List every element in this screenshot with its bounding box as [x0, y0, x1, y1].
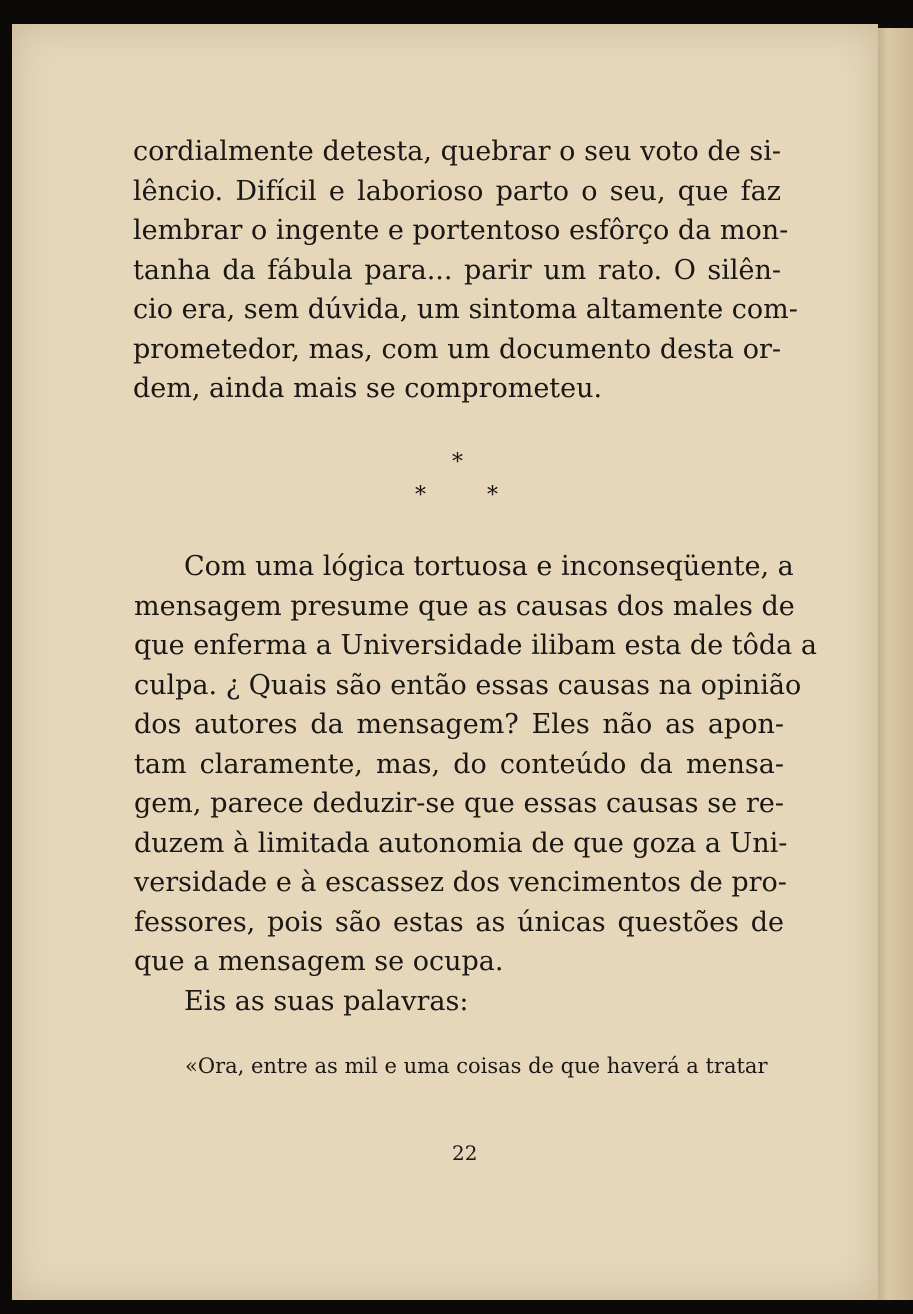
- separator-asterisk-top: *: [452, 450, 463, 475]
- paragraph-1-line: dem, ainda mais se comprometeu.: [133, 373, 603, 404]
- paragraph-1: [133, 132, 798, 409]
- paragraph-2-line: que a mensagem se ocupa.: [134, 946, 504, 977]
- paragraph-1-line: cio era, sem dúvida, um sintoma altamente com-: [133, 294, 798, 325]
- separator-asterisk-left: *: [415, 483, 426, 508]
- paragraph-2-line: duzem à limitada autonomia de que goza a Uni-: [134, 827, 788, 859]
- paragraph-2-line: Com uma lógica tortuosa e inconseqüente, a: [184, 551, 794, 582]
- paragraph-2-line: gem, parece deduzir-se que essas causas se re-: [134, 788, 784, 819]
- paragraph-2: [134, 547, 817, 1021]
- paragraph-1-line: cordialmente detesta, quebrar o seu voto de si-: [133, 136, 781, 167]
- paragraph-2-line: que enferma a Universidade ilibam esta de tôda a: [134, 630, 817, 661]
- paragraph-1-line: lêncio. Difícil e laborioso parto o seu, que faz: [133, 175, 781, 207]
- paragraph-2-line: fessores, pois são estas as únicas questões de: [134, 906, 784, 938]
- paragraph-1-line: prometedor, mas, com um documento desta or-: [133, 333, 781, 365]
- paragraph-2-line: mensagem presume que as causas dos males de: [134, 590, 795, 622]
- paragraph-1-line: tanha da fábula para... parir um rato. O silên-: [133, 254, 781, 286]
- paragraph-2-line: culpa. ¿ Quais são então essas causas na opinião: [134, 669, 802, 701]
- paragraph-1-line: lembrar o ingente e portentoso esfôrço da mon-: [133, 215, 789, 246]
- paragraph-2-line: versidade e à escassez dos vencimentos de pro-: [134, 867, 787, 898]
- paragraph-3: Eis as suas palavras:: [184, 985, 469, 1017]
- paragraph-2-line: tam claramente, mas, do conteúdo da mensa-: [134, 748, 784, 780]
- paragraph-2-line: dos autores da mensagem? Eles não as apon-: [134, 709, 784, 740]
- quotation-line: «Ora, entre as mil e uma coisas de que haverá a tratar: [185, 1054, 768, 1078]
- page-edge: [878, 28, 913, 1300]
- separator-asterisk-right: *: [487, 483, 498, 508]
- page-number: 22: [452, 1141, 478, 1165]
